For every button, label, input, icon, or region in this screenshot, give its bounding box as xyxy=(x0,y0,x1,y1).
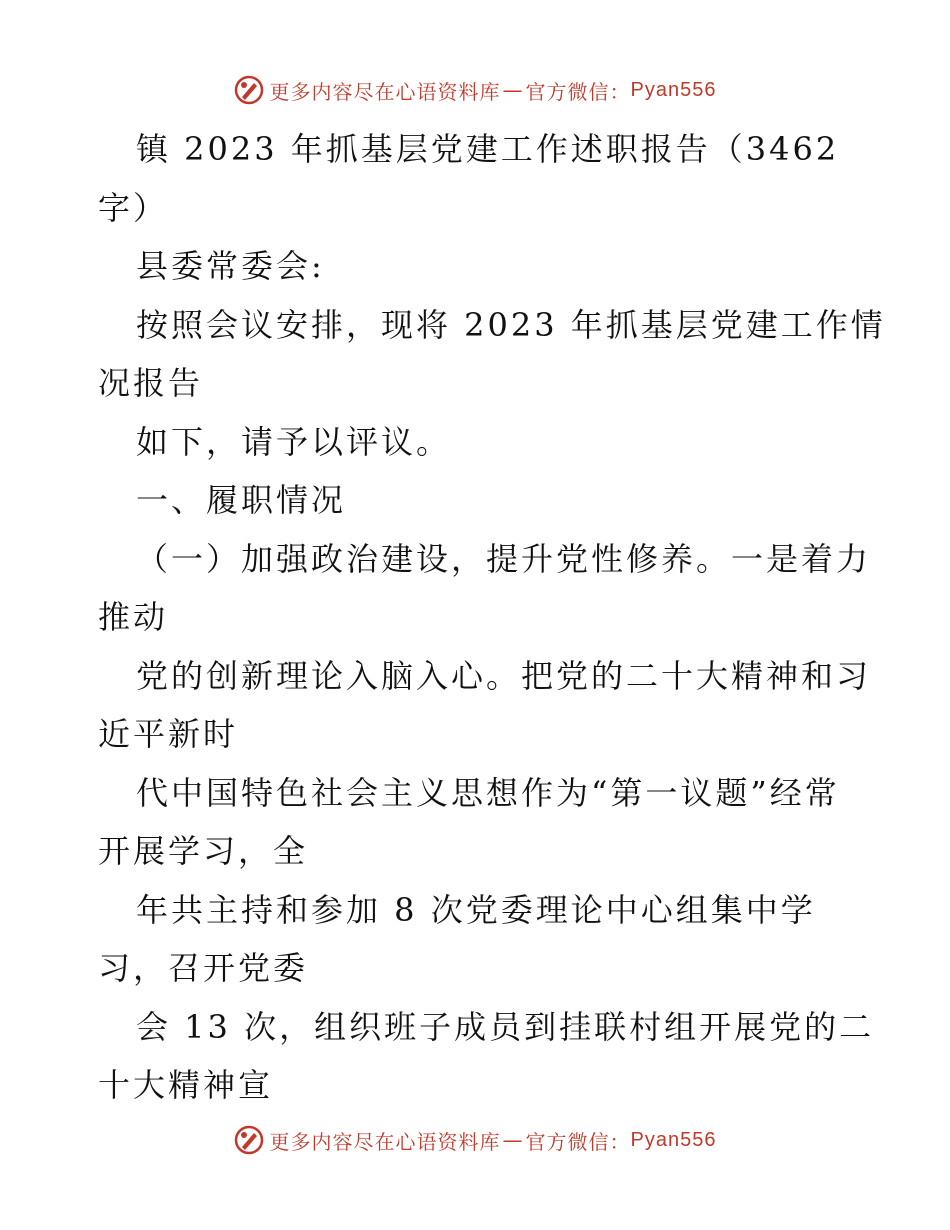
watermark-site-text: 更多内容尽在心语资料库 xyxy=(269,1129,501,1154)
watermark-separator: — xyxy=(502,78,524,102)
paragraph-line: 代中国特色社会主义思想作为“第一议题”经常 xyxy=(136,773,840,812)
watermark-wechat-label: 官方微信： xyxy=(525,1129,631,1154)
paragraph-line: （一）加强政治建设，提升党性修养。一是着力 xyxy=(136,539,872,578)
document-body xyxy=(98,120,886,1115)
paragraph-line: 会 13 次，组织班子成员到挂联村组开展党的二 xyxy=(136,1007,875,1046)
paragraph-line: 况报告 xyxy=(98,364,204,402)
watermark-wechat-label: 官方微信： xyxy=(525,79,631,104)
paragraph-line: 近平新时 xyxy=(98,715,239,753)
document-title-line: 字） xyxy=(98,188,169,227)
watermark-site-text: 更多内容尽在心语资料库 xyxy=(269,79,501,104)
watermark-wechat-id: Pyan556 xyxy=(630,78,717,101)
paragraph-line: 开展学习，全 xyxy=(98,832,309,870)
watermark-banner-top xyxy=(0,70,950,110)
watermark-separator: — xyxy=(502,1128,524,1152)
document-title-line: 镇 2023 年抓基层党建工作述职报告（3462 xyxy=(136,130,840,168)
pen-logo-icon xyxy=(234,75,264,105)
section-heading: 一、履职情况 xyxy=(136,481,347,519)
paragraph-line: 党的创新理论入脑入心。把党的二十大精神和习 xyxy=(136,656,872,695)
document-salutation: 县委常委会: xyxy=(136,247,325,285)
paragraph-line: 年共主持和参加 8 次党委理论中心组集中学 xyxy=(136,890,816,929)
watermark-wechat-id: Pyan556 xyxy=(630,1128,717,1151)
watermark-banner-bottom xyxy=(0,1120,950,1160)
paragraph-line: 如下，请予以评议。 xyxy=(136,422,452,461)
paragraph-line: 按照会议安排，现将 2023 年抓基层党建工作情 xyxy=(136,305,886,344)
pen-logo-icon xyxy=(234,1125,264,1155)
paragraph-line: 习，召开党委 xyxy=(98,949,309,987)
paragraph-line: 十大精神宣 xyxy=(98,1066,274,1104)
paragraph-line: 推动 xyxy=(98,598,169,636)
